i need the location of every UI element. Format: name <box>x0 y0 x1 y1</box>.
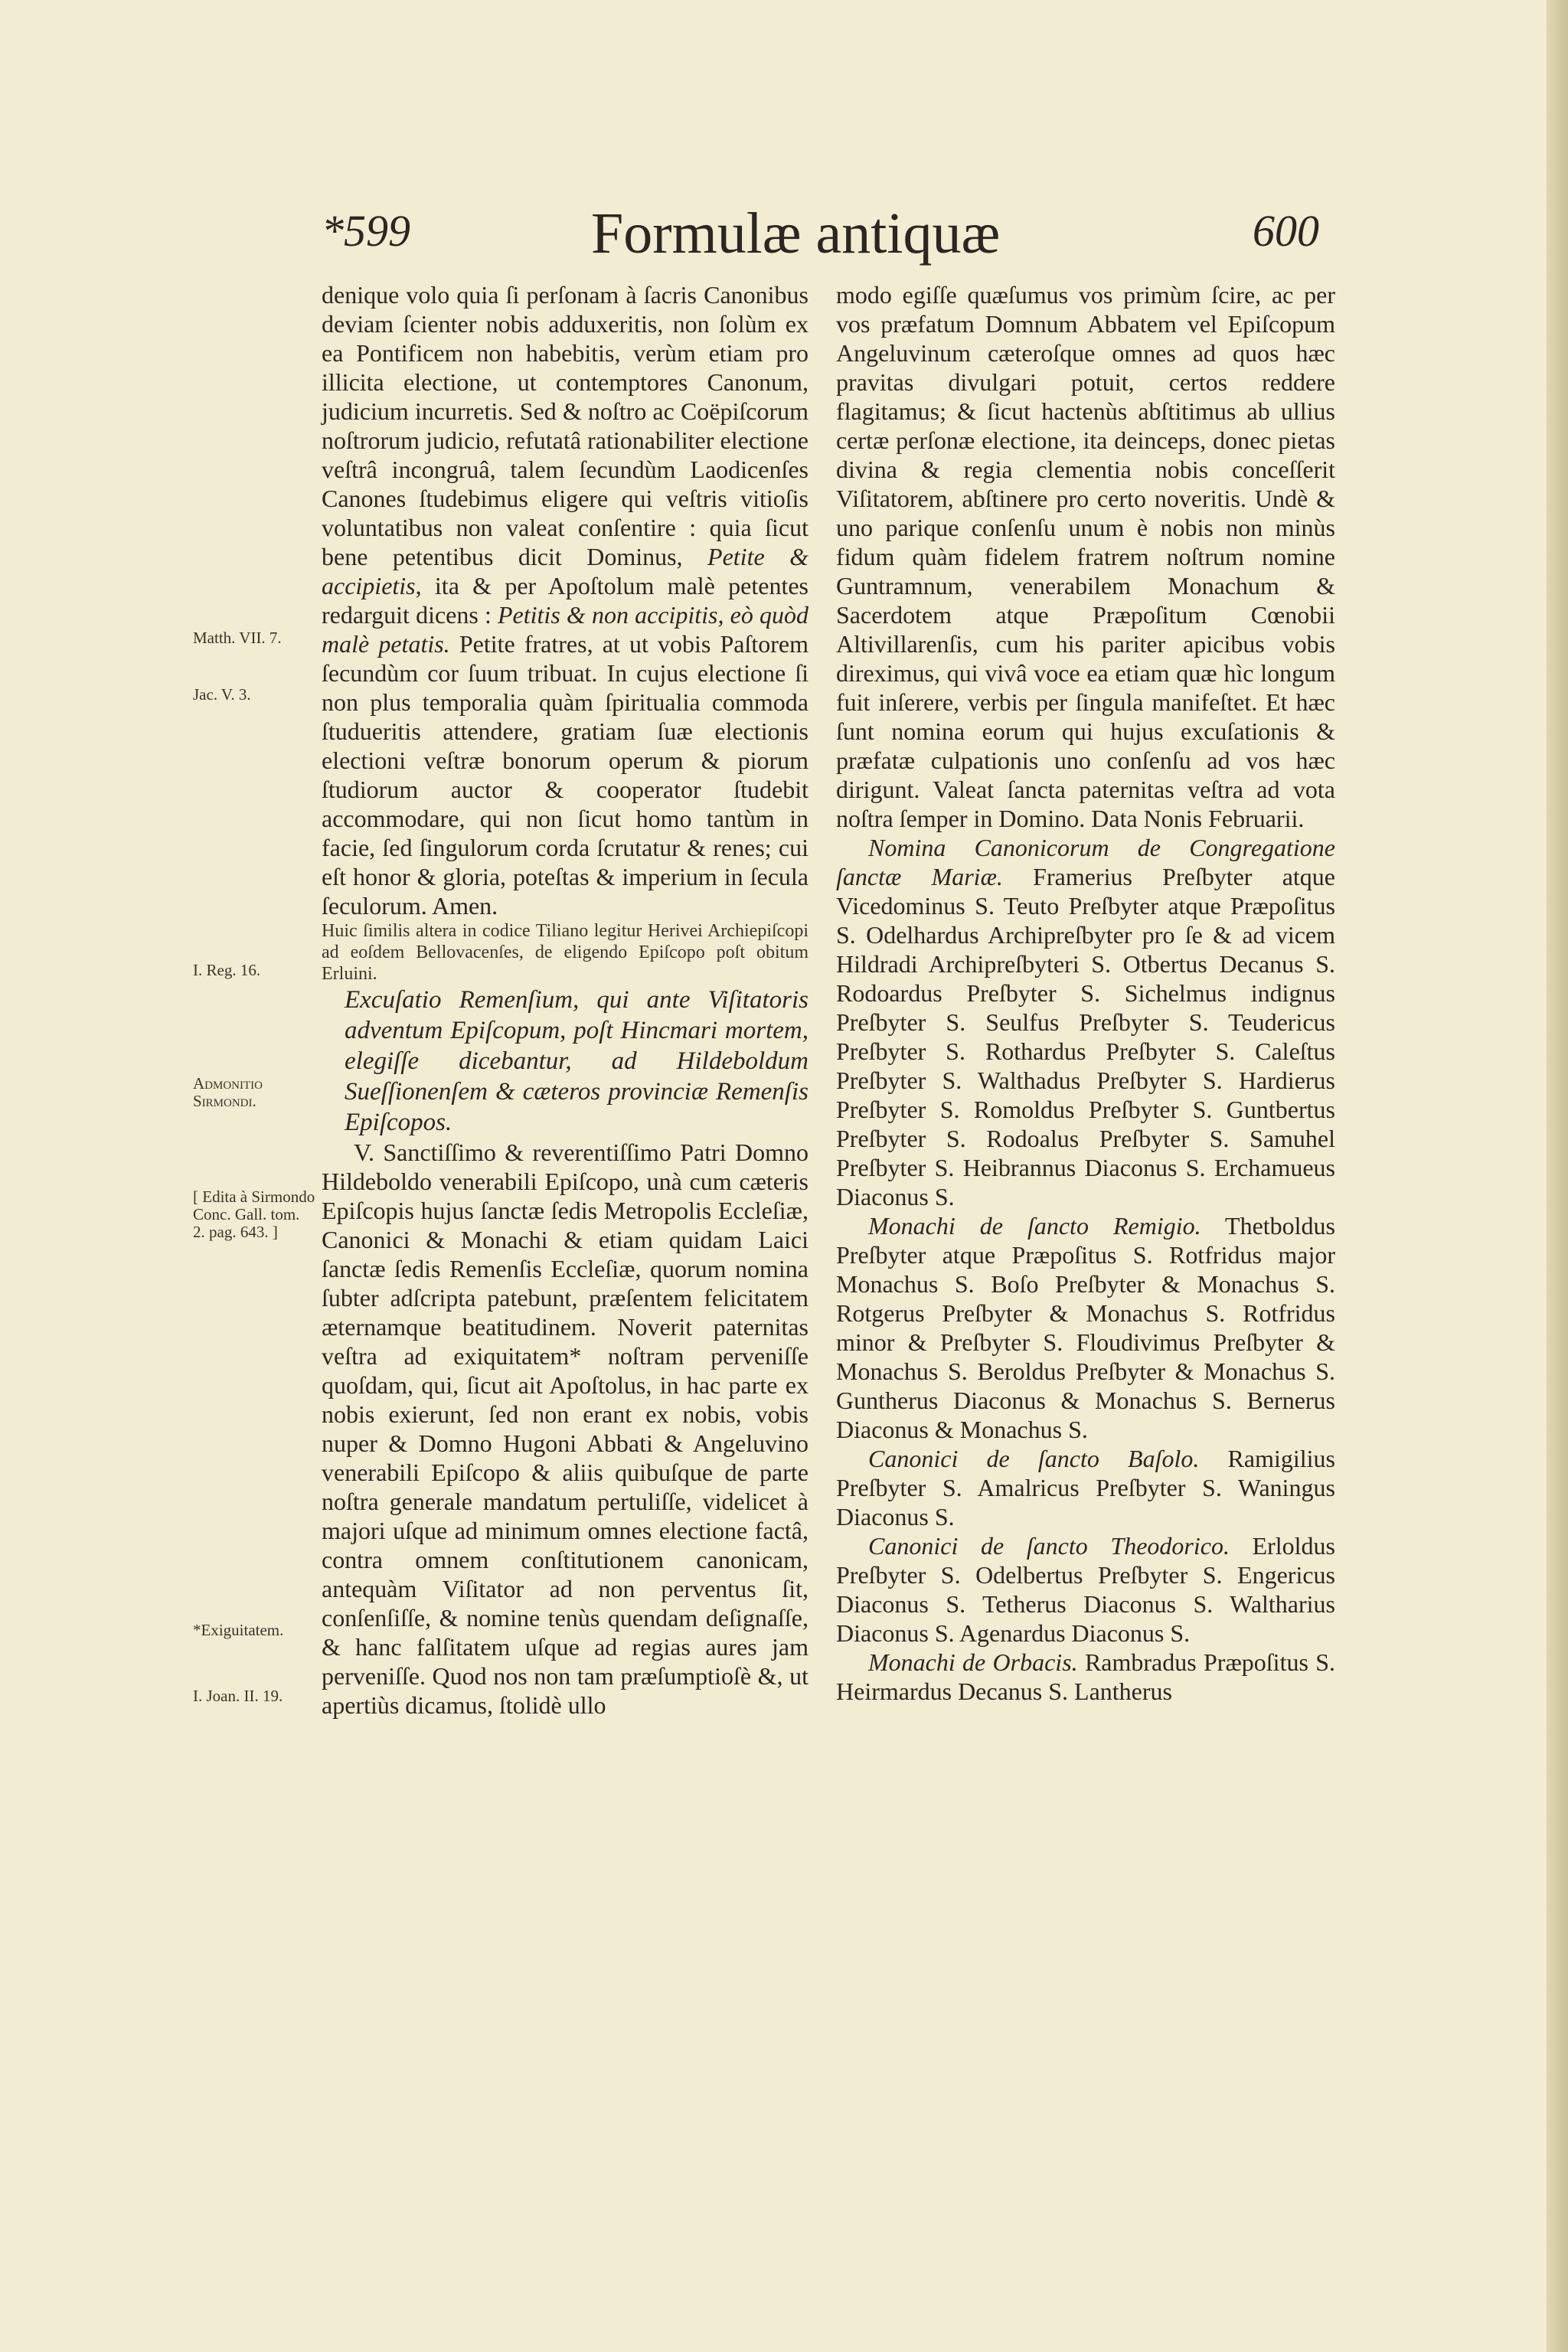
paragraph-letter-continued: modo egiſſe quæſumus vos primùm ſcire, ac per vos præfatum Domnum Abbatem vel Epiſcopum Angeluvinum cæteroſque omnes ad quos hæc pravitas divulgari potuit, certos reddere flagitamus; & ſicut hactenùs abſtitimus ab ullius certæ perſonæ electione, ita deinceps, donec pietas divina & regia clementia nobis conceſſerit Viſitatorem, abſtinere pro certo noveritis. Undè & uno parique conſenſu unum è nobis non minùs fidum quàm fidelem fratrem noſtrum nomine Guntramnum, venerabilem Monachum & Sacerdotem atque Præpoſitum Cœnobii Altivillarenſis, cum his pariter apicibus vobis direximus, qui vivâ voce ea etiam quæ hìc longum fuit inſerere, verbis per ſingula manifeſtet. Et hæc ſunt nomina eorum qui hujus excuſationis & præfatæ culpationis uno conſenſu ad vos hæc dirigunt. Valeat ſancta paternitas veſtra ad vota noſtra ſemper in Domino. Data Nonis Februarii. <box>836 281 1335 832</box>
list-monachi-remigio <box>836 1211 1335 1444</box>
list-heading: Monachi de Orbacis. <box>868 1648 1078 1676</box>
page-header <box>0 201 1348 274</box>
text-column-right <box>836 280 1335 1706</box>
list-heading: Nomina Canonicorum de Congregatione ſanctæ Mariæ. <box>836 834 1335 890</box>
text-run: Petite fratres, at ut vobis Paſtorem ſecundùm cor ſuum tribuat. In cujus electione ſi non plus temporalia quàm ſpiritualia commoda ſtudueritis attendere, gratiam ſuæ electionis electioni veſtræ bonorum operum & piorum ſtudiorum auctor & cooperator ſtudebit accommodare, qui non ſicut homo tantùm in facie, ſed ſingulorum corda ſcrutatur & renes; cui eſt honor & gloria, poteſtas & imperium in ſecula ſeculorum. Amen. <box>322 630 809 920</box>
quote-petite: Petite & accipietis <box>322 543 809 599</box>
page-number-left: *599 <box>322 206 410 256</box>
margin-note-joan: I. Joan. II. 19. <box>193 1687 283 1705</box>
list-monachi-orbacis <box>836 1648 1335 1706</box>
margin-note-jac: Jac. V. 3. <box>193 685 251 704</box>
list-canonici-mariae <box>836 833 1335 1211</box>
section-heading: Excuſatio Remenſium, qui ante Viſitatoris adventum Epiſcopum, poſt Hincmari mortem, elegiſſe dicebantur, ad Hildeboldum Sueſſionenſem & cæteros provinciæ Remenſis Epiſcopos. <box>345 986 808 1136</box>
list-names: Erloldus Preſbyter S. Odelbertus Preſbyter S. Engericus Diaconus S. Tetherus Diaconus S. Waltharius Diaconus S. Agenardus Diaconus S. <box>836 1532 1335 1647</box>
margin-note-admonitio: Admonitio Sirmondi. <box>193 1074 263 1110</box>
list-names: Rambradus Præpoſitus S. Heirmardus Decanus S. Lantherus <box>836 1648 1336 1705</box>
text-run: , ita & per Apoſtolum malè petentes redarguit dicens : <box>322 572 808 629</box>
list-heading: Canonici de ſancto Theodorico. <box>868 1532 1230 1560</box>
page-number-right: 600 <box>1253 206 1319 256</box>
paragraph-closing <box>322 280 808 920</box>
list-names: Framerius Preſbyter atque Vicedominus S. Teuto Preſbyter atque Præpoſitus S. Odelhardus Archipreſbyter pro ſe & ad vicem Hildradi Archipreſbyteri S. Otbertus Decanus S. Rodoardus Preſbyter S. Sichelmus indignus Preſbyter S. Seulfus Preſbyter S. Teudericus Preſbyter S. Rothardus Preſbyter S. Caleſtus Preſbyter S. Walthadus Preſbyter S. Hardierus Preſbyter S. Romoldus Preſbyter S. Guntbertus Preſbyter S. Rodoalus Preſbyter S. Samuhel Preſbyter S. Heibrannus Diaconus S. Erchamueus Diaconus S. <box>836 863 1336 1210</box>
list-canonici-theodorico <box>836 1531 1335 1648</box>
paragraph-letter: V. Sanctiſſimo & reverentiſſimo Patri Domno Hildeboldo venerabili Epiſcopo, unà cum cæteris Epiſcopis hujus ſanctæ ſedis Metropolis Eccleſiæ, Canonici & Monachi & etiam quidam Laici ſanctæ ſedis Remenſis Eccleſiæ, quorum nomina ſubter adſcripta patebunt, præſentem felicitatem æternamque beatitudinem. Noverit paternitas veſtra ad exiquitatem* noſtram perveniſſe quoſdam, qui, ſicut ait Apoſtolus, in hac parte ex nobis exierunt, ſed non erant ex nobis, vobis nuper & Domno Hugoni Abbati & Angeluvino venerabili Epiſcopo & aliis quibuſque de parte noſtra generale mandatum pertuliſſe, videlicet à majori uſque ad minimum omnes electione factâ, contra omnem conſtitutionem canonicam, antequàm Viſitator ad non perventus ſit, conſenſiſſe, & nomine tenùs quendam deſignaſſe, & hanc falſitatem uſque ad regias aures jam perveniſſe. Quod nos non tam præſumptioſè &, ut apertiùs dicamus, ſtolidè ullo <box>322 1138 808 1719</box>
list-canonici-basolo <box>836 1444 1335 1531</box>
margin-note-edita: [ Edita à Sirmondo Conc. Gall. tom. 2. pag. 643. ] <box>193 1187 315 1241</box>
list-names: Thetboldus Preſbyter atque Præpoſitus S. Rotfridus major Monachus S. Boſo Preſbyter & Monachus S. Rotgerus Preſbyter & Monachus S. Rotfridus minor & Preſbyter S. Floudivimus Preſbyter & Monachus S. Beroldus Preſbyter & Monachus S. Guntherus Diaconus & Monachus S. Bernerus Diaconus & Monachus S. <box>836 1212 1336 1443</box>
quote-petitis: Petitis & non accipitis, eò quòd malè petatis. <box>322 601 809 658</box>
margin-note-matth: Matth. VII. 7. <box>193 629 282 647</box>
margin-note-exiguitatem: *Exiguitatem. <box>193 1621 284 1639</box>
margin-note-reg: I. Reg. 16. <box>193 961 261 979</box>
editor-note: Huic ſimilis altera in codice Tiliano legitur Herivei Archiepiſcopi ad eoſdem Bellovacenſes, de eligendo Epiſcopo poſt obitum Erluini. <box>322 921 808 984</box>
list-heading: Monachi de ſancto Remigio. <box>868 1212 1201 1240</box>
list-names: Ramigilius Preſbyter S. Amalricus Preſbyter S. Waningus Diaconus S. <box>836 1445 1336 1530</box>
running-title: Formulæ antiquæ <box>591 201 1001 266</box>
page-edge <box>1547 0 1568 2352</box>
text-run: denique volo quia ſi perſonam à ſacris Canonibus deviam ſcienter nobis adduxeritis, non ſolùm ex ea Pontificem non habebitis, verùm etiam pro illicita electione, ut contemptores Canonum, judicium incurretis. Sed & noſtro ac Coëpiſcorum noſtrorum judicio, refutatâ rationabiliter electione veſtrâ incongruâ, talem ſecundùm Laodicenſes Canones ſtudebimus eligere qui veſtris vitioſis voluntatibus non valeat conſentire : quia ſicut bene petentibus dicit Dominus, <box>322 281 808 570</box>
text-column-left <box>322 280 808 1720</box>
list-heading: Canonici de ſancto Baſolo. <box>868 1445 1200 1472</box>
